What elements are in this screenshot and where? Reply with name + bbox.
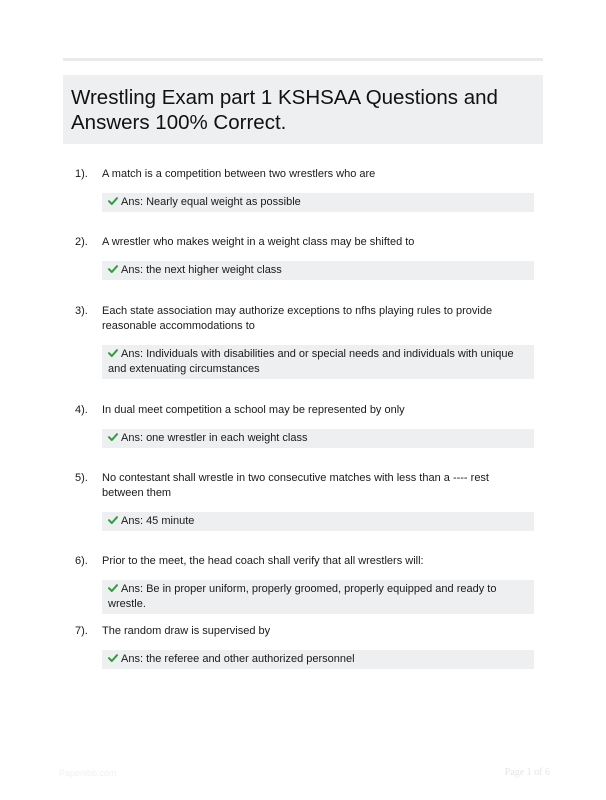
answer-text: Ans: Individuals with disabilities and or special needs and individuals with unique and extenuating circumstances — [108, 348, 514, 375]
question-text: No contestant shall wrestle in two consecutive matches with less than a ---- rest between them — [102, 472, 489, 499]
question-number: 1). — [75, 168, 88, 180]
checkmark-icon — [108, 432, 118, 442]
question-text: In dual meet competition a school may be represented by only — [102, 404, 405, 416]
question-number: 6). — [75, 555, 88, 567]
answer-text: Ans: the referee and other authorized personnel — [121, 653, 355, 665]
title-banner — [63, 75, 543, 144]
document-title: Wrestling Exam part 1 KSHSAA Questions and Answers 100% Correct. — [71, 86, 498, 134]
question-text: Prior to the meet, the head coach shall verify that all wrestlers will: — [102, 555, 424, 567]
question-number: 7). — [75, 625, 88, 637]
answer-text: Ans: 45 minute — [121, 515, 195, 527]
checkmark-icon — [108, 583, 118, 593]
question-number: 5). — [75, 472, 88, 484]
answer-text: Ans: Be in proper uniform, properly groomed, properly equipped and ready to wrestle. — [108, 583, 497, 610]
question-text: The random draw is supervised by — [102, 625, 271, 637]
question-number: 3). — [75, 305, 88, 317]
question-text: Each state association may authorize exceptions to nfhs playing rules to provide reasonable accommodations to — [102, 305, 493, 332]
answer-box — [102, 345, 534, 379]
answer-text: Ans: one wrestler in each weight class — [121, 432, 308, 444]
footer-watermark: Paperlibb.com — [59, 768, 117, 778]
question-number: 2). — [75, 236, 88, 248]
top-divider — [63, 58, 543, 61]
question-number: 4). — [75, 404, 88, 416]
answer-box — [102, 650, 534, 669]
question-text: A match is a competition between two wrestlers who are — [102, 168, 376, 180]
checkmark-icon — [108, 196, 118, 206]
answer-box — [102, 512, 534, 531]
checkmark-icon — [108, 515, 118, 525]
answer-box — [102, 193, 534, 212]
answer-box — [102, 429, 534, 448]
checkmark-icon — [108, 653, 118, 663]
question-text: A wrestler who makes weight in a weight class may be shifted to — [102, 236, 415, 248]
checkmark-icon — [108, 348, 118, 358]
answer-box — [102, 261, 534, 280]
answer-text: Ans: the next higher weight class — [121, 264, 282, 276]
checkmark-icon — [108, 264, 118, 274]
page-number: Page 1 of 6 — [504, 767, 550, 778]
answer-text: Ans: Nearly equal weight as possible — [121, 196, 301, 208]
answer-box — [102, 580, 534, 614]
